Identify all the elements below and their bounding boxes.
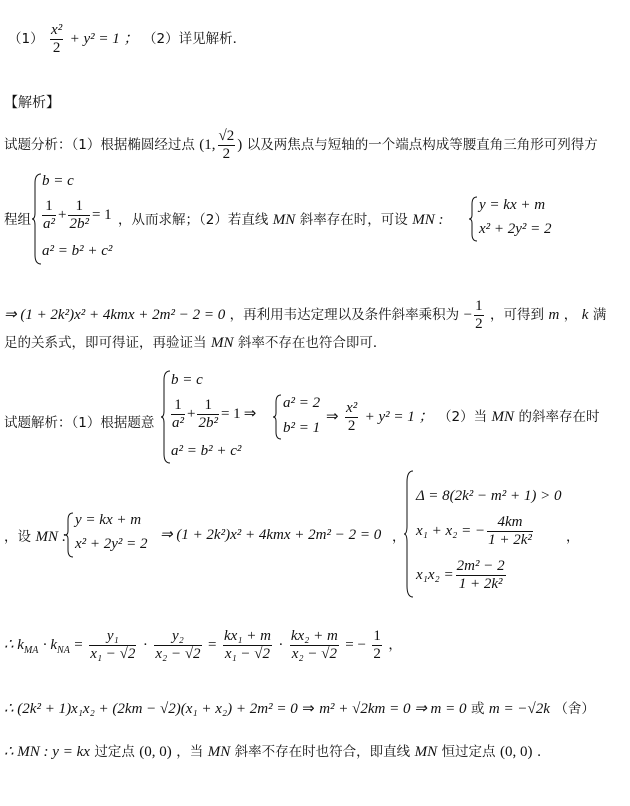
solution-system-eq3: a² = b² + c² [171,443,242,459]
analysis-line-3: ⇒ (1 + 2k²)x² + 4kmx + 2m² − 2 = 0 ，再利用韦达定理以及条件斜率乘积为 − $\frac{1}{2}$ ，可得到 m ， k 满 [4,298,607,332]
vieta-brace [404,470,414,598]
system-brace-2 [469,196,478,242]
solution-sys2-eq2: x² + 2y² = 2 [75,536,148,552]
system2-eq2: x² + 2y² = 2 [479,221,552,237]
solution-result-b: b² = 1 [283,420,321,436]
section-title: 【解析】 [4,95,60,111]
system1-eq2: $\frac{1}{\text{a²}}$ + $\frac{1}{\text{2b²}}$ = 1 [43,198,112,232]
vieta-product: x₁x₂ = $\frac{\text{2m² − 2}}{\text{1 + 2k²}}$ [416,558,505,592]
system1-eq3: a² = b² + c² [42,243,113,259]
solution-line2-comma: ， [392,529,406,545]
answer-part2: （2）详见解析． [143,31,247,47]
solution-system-eq2: $\frac{1}{\text{a²}}$ + $\frac{1}{\text{2b²}}$ = 1 ⇒ [172,397,257,431]
answer-line [8,22,246,56]
solution-line-4: ∴ (2k² + 1)x₁x₂ + (2km − √2)(x₁ + x₂) + 2m² = 0 ⇒ m² + √2km = 0 ⇒ m = 0 或 m = −√2k （舍） [4,701,595,717]
analysis-line-4: 足的关系式，即可得证，再验证当 MN 斜率不存在也符合即可． [4,335,387,351]
answer-part1-label: （1） [8,31,44,47]
system1-eq1: b = c [42,173,74,189]
answer-ellipse-fraction: $\frac{\text{x²}}{2}$ [51,22,63,56]
answer-ellipse-rest: + y² = 1 ； [69,31,139,47]
analysis-line-2-prefix: 程组 [4,212,31,228]
solution-line2-brace [65,512,74,558]
system2-eq1: y = kx + m [479,197,546,213]
vieta-delta: Δ = 8(2k² − m² + 1) > 0 [416,488,562,504]
solution-sys2-eq1: y = kx + m [75,512,142,528]
solution-system-eq1: b = c [171,372,203,388]
solution-result-brace [273,394,282,440]
solution-line2-equation: ⇒ (1 + 2k²)x² + 4kmx + 2m² − 2 = 0 [160,527,382,543]
analysis-line-2-text: ，从而求解；（2）若直线 MN 斜率存在时，可设 MN : [118,212,444,228]
solution-line-1-rest: ⇒ $\frac{\text{x²}}{2}$ + y² = 1 ； （2）当 MN 的斜率存在时 [326,400,600,434]
slope-product-line: ∴ $k_{MA} \cdot k_{NA}$ = $\frac{\text{y₁}}{\text{x₁ − √2}}$ · $\frac{\text{y₂}}{\text{x₂ − √2}}$ = $\frac{\text{kx₁ + m}}{\text{x₁ − √2}}$ · $\frac{\text{kx₂ + m}}{\text{x₂ − √2}}$ = − $\frac{1}{2}$ ， [4,628,402,662]
vieta-trailing-comma: ， [566,529,580,545]
vieta-sum: x₁ + x₂ = − $\frac{4km}{\text{1 + 2k²}}$ [416,514,532,548]
analysis-line-1: 试题分析：（1）根据椭圆经过点 (1, $\frac{√2}{2}$ ) 以及两焦点与短轴的一个端点构成等腰直角三角形可列得方 [4,128,598,162]
point-fraction: $\frac{√2}{2}$ [218,128,235,162]
solution-line-2: ，设 MN : [4,529,67,545]
solution-result-a: a² = 2 [283,395,321,411]
solution-line-5: ∴ MN : y = kx 过定点 (0, 0) ，当 MN 斜率不存在时也符合，即直线 MN 恒过定点 (0, 0) ． [4,744,551,760]
solution-line-1-prefix: 试题解析：（1）根据题意 [4,415,155,431]
